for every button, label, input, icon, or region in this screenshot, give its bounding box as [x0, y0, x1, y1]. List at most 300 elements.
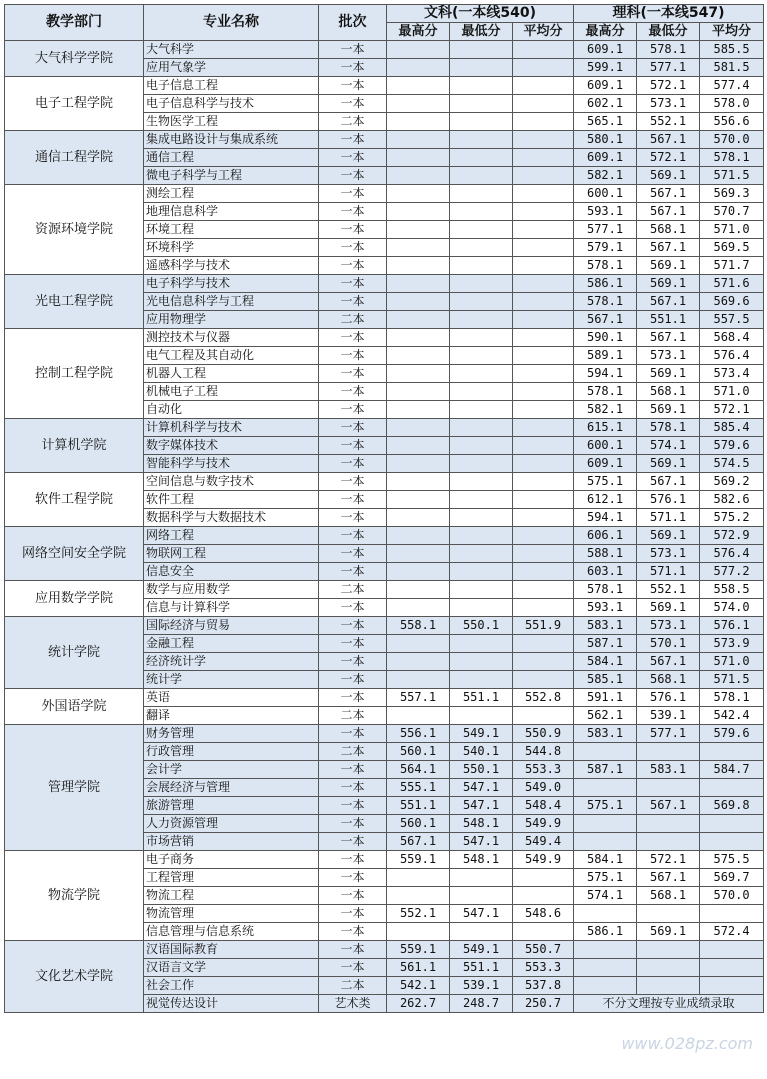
arts-avg-cell: 549.9	[513, 851, 574, 869]
sci-min-cell: 551.1	[637, 311, 700, 329]
sci-avg-cell: 579.6	[700, 437, 764, 455]
major-name-cell: 机械电子工程	[144, 383, 319, 401]
sci-avg-cell: 570.0	[700, 131, 764, 149]
major-name-cell: 环境工程	[144, 221, 319, 239]
arts-min-cell	[450, 77, 513, 95]
sci-avg-cell: 569.2	[700, 473, 764, 491]
major-name-cell: 物流管理	[144, 905, 319, 923]
batch-cell: 一本	[319, 131, 387, 149]
arts-max-cell	[387, 563, 450, 581]
header-arts-max: 最高分	[387, 23, 450, 41]
arts-max-cell	[387, 59, 450, 77]
major-name-cell: 经济统计学	[144, 653, 319, 671]
arts-min-cell	[450, 599, 513, 617]
arts-max-cell	[387, 221, 450, 239]
arts-avg-cell: 548.4	[513, 797, 574, 815]
dept-name-cell: 文化艺术学院	[5, 941, 144, 1013]
dept-name-cell: 通信工程学院	[5, 131, 144, 185]
batch-cell: 一本	[319, 419, 387, 437]
arts-avg-cell: 550.7	[513, 941, 574, 959]
arts-min-cell: 547.1	[450, 833, 513, 851]
arts-max-cell	[387, 419, 450, 437]
sci-avg-cell: 569.7	[700, 869, 764, 887]
batch-cell: 一本	[319, 509, 387, 527]
sci-min-cell: 570.1	[637, 635, 700, 653]
arts-max-cell: 567.1	[387, 833, 450, 851]
arts-avg-cell	[513, 437, 574, 455]
arts-min-cell	[450, 401, 513, 419]
sci-min-cell: 572.1	[637, 851, 700, 869]
batch-cell: 一本	[319, 293, 387, 311]
arts-max-cell	[387, 581, 450, 599]
major-name-cell: 应用物理学	[144, 311, 319, 329]
sci-max-cell: 600.1	[574, 437, 637, 455]
sci-min-cell: 567.1	[637, 293, 700, 311]
sci-min-cell: 567.1	[637, 653, 700, 671]
arts-avg-cell	[513, 707, 574, 725]
major-name-cell: 金融工程	[144, 635, 319, 653]
sci-min-cell: 567.1	[637, 203, 700, 221]
sci-avg-cell: 557.5	[700, 311, 764, 329]
arts-min-cell	[450, 437, 513, 455]
arts-min-cell	[450, 275, 513, 293]
batch-cell: 二本	[319, 581, 387, 599]
major-name-cell: 集成电路设计与集成系统	[144, 131, 319, 149]
arts-avg-cell	[513, 257, 574, 275]
arts-avg-cell	[513, 59, 574, 77]
table-row	[5, 689, 764, 707]
sci-avg-cell: 571.5	[700, 167, 764, 185]
major-name-cell: 会计学	[144, 761, 319, 779]
arts-min-cell	[450, 239, 513, 257]
arts-max-cell	[387, 653, 450, 671]
sci-max-cell: 609.1	[574, 77, 637, 95]
major-name-cell: 人力资源管理	[144, 815, 319, 833]
arts-max-cell	[387, 293, 450, 311]
major-name-cell: 会展经济与管理	[144, 779, 319, 797]
arts-max-cell: 262.7	[387, 995, 450, 1013]
sci-avg-cell: 582.6	[700, 491, 764, 509]
arts-max-cell	[387, 437, 450, 455]
arts-min-cell	[450, 59, 513, 77]
batch-cell: 一本	[319, 959, 387, 977]
arts-min-cell	[450, 581, 513, 599]
arts-min-cell: 550.1	[450, 617, 513, 635]
arts-avg-cell: 250.7	[513, 995, 574, 1013]
batch-cell: 一本	[319, 401, 387, 419]
sci-max-cell	[574, 977, 637, 995]
sci-max-cell: 586.1	[574, 923, 637, 941]
batch-cell: 一本	[319, 77, 387, 95]
arts-max-cell: 552.1	[387, 905, 450, 923]
sci-max-cell: 606.1	[574, 527, 637, 545]
header-arts: 文科(一本线540)	[387, 5, 574, 23]
arts-avg-cell: 551.9	[513, 617, 574, 635]
major-name-cell: 网络工程	[144, 527, 319, 545]
sci-max-cell: 591.1	[574, 689, 637, 707]
sci-min-cell: 568.1	[637, 671, 700, 689]
sci-max-cell: 578.1	[574, 293, 637, 311]
header-dept: 教学部门	[5, 5, 144, 41]
batch-cell: 一本	[319, 437, 387, 455]
batch-cell: 一本	[319, 689, 387, 707]
arts-avg-cell	[513, 491, 574, 509]
major-name-cell: 物流工程	[144, 887, 319, 905]
arts-min-cell	[450, 563, 513, 581]
major-name-cell: 电子商务	[144, 851, 319, 869]
sci-avg-cell: 577.4	[700, 77, 764, 95]
dept-name-cell: 计算机学院	[5, 419, 144, 473]
batch-cell: 一本	[319, 545, 387, 563]
dept-name-cell: 网络空间安全学院	[5, 527, 144, 581]
dept-name-cell: 管理学院	[5, 725, 144, 851]
sci-min-cell: 567.1	[637, 473, 700, 491]
major-name-cell: 工程管理	[144, 869, 319, 887]
arts-max-cell: 542.1	[387, 977, 450, 995]
sci-avg-cell: 578.1	[700, 689, 764, 707]
sci-avg-cell: 576.4	[700, 545, 764, 563]
arts-min-cell	[450, 293, 513, 311]
batch-cell: 一本	[319, 725, 387, 743]
arts-max-cell	[387, 401, 450, 419]
arts-min-cell: 539.1	[450, 977, 513, 995]
sci-avg-cell: 573.9	[700, 635, 764, 653]
sci-avg-cell: 571.6	[700, 275, 764, 293]
batch-cell: 一本	[319, 149, 387, 167]
batch-cell: 一本	[319, 905, 387, 923]
arts-avg-cell	[513, 293, 574, 311]
sci-avg-cell: 578.1	[700, 149, 764, 167]
dept-name-cell: 物流学院	[5, 851, 144, 941]
arts-min-cell	[450, 527, 513, 545]
table-row	[5, 941, 764, 959]
sci-max-cell: 588.1	[574, 545, 637, 563]
arts-max-cell	[387, 365, 450, 383]
arts-max-cell	[387, 383, 450, 401]
arts-avg-cell	[513, 455, 574, 473]
sci-min-cell: 569.1	[637, 923, 700, 941]
sci-max-cell	[574, 833, 637, 851]
major-name-cell: 行政管理	[144, 743, 319, 761]
arts-max-cell: 551.1	[387, 797, 450, 815]
major-name-cell: 空间信息与数字技术	[144, 473, 319, 491]
sci-max-cell: 582.1	[574, 401, 637, 419]
sci-min-cell: 571.1	[637, 563, 700, 581]
major-name-cell: 遥感科学与技术	[144, 257, 319, 275]
sci-avg-cell	[700, 743, 764, 761]
sci-max-cell	[574, 779, 637, 797]
sci-min-cell: 569.1	[637, 275, 700, 293]
sci-min-cell: 572.1	[637, 77, 700, 95]
sci-avg-cell: 569.6	[700, 293, 764, 311]
arts-avg-cell	[513, 95, 574, 113]
arts-min-cell	[450, 545, 513, 563]
batch-cell: 一本	[319, 851, 387, 869]
batch-cell: 二本	[319, 113, 387, 131]
arts-max-cell	[387, 185, 450, 203]
arts-max-cell	[387, 707, 450, 725]
arts-avg-cell	[513, 41, 574, 59]
header-sci-avg: 平均分	[700, 23, 764, 41]
arts-min-cell	[450, 257, 513, 275]
arts-min-cell: 549.1	[450, 725, 513, 743]
arts-min-cell: 540.1	[450, 743, 513, 761]
arts-min-cell	[450, 635, 513, 653]
arts-min-cell	[450, 131, 513, 149]
batch-cell: 一本	[319, 491, 387, 509]
dept-name-cell: 资源环境学院	[5, 185, 144, 275]
sci-max-cell: 609.1	[574, 455, 637, 473]
major-name-cell: 地理信息科学	[144, 203, 319, 221]
arts-min-cell	[450, 347, 513, 365]
sci-avg-cell: 558.5	[700, 581, 764, 599]
batch-cell: 一本	[319, 653, 387, 671]
sci-max-cell: 583.1	[574, 725, 637, 743]
arts-max-cell: 560.1	[387, 743, 450, 761]
sci-min-cell	[637, 959, 700, 977]
sci-max-cell: 583.1	[574, 617, 637, 635]
arts-max-cell	[387, 77, 450, 95]
sci-max-cell: 580.1	[574, 131, 637, 149]
arts-avg-cell	[513, 887, 574, 905]
sci-max-cell: 577.1	[574, 221, 637, 239]
sci-avg-cell: 571.0	[700, 653, 764, 671]
batch-cell: 二本	[319, 311, 387, 329]
sci-min-cell: 569.1	[637, 167, 700, 185]
arts-max-cell	[387, 869, 450, 887]
batch-cell: 一本	[319, 41, 387, 59]
major-name-cell: 统计学	[144, 671, 319, 689]
sci-avg-cell: 568.4	[700, 329, 764, 347]
arts-avg-cell: 549.0	[513, 779, 574, 797]
major-name-cell: 环境科学	[144, 239, 319, 257]
batch-cell: 一本	[319, 185, 387, 203]
sci-min-cell: 569.1	[637, 401, 700, 419]
arts-avg-cell: 550.9	[513, 725, 574, 743]
arts-max-cell	[387, 113, 450, 131]
sci-min-cell: 567.1	[637, 185, 700, 203]
table-row	[5, 473, 764, 491]
arts-min-cell	[450, 167, 513, 185]
sci-min-cell: 569.1	[637, 599, 700, 617]
major-name-cell: 社会工作	[144, 977, 319, 995]
sci-avg-cell	[700, 959, 764, 977]
arts-avg-cell	[513, 167, 574, 185]
table-row	[5, 185, 764, 203]
arts-max-cell	[387, 635, 450, 653]
sci-min-cell: 578.1	[637, 419, 700, 437]
batch-cell: 一本	[319, 203, 387, 221]
batch-cell: 一本	[319, 275, 387, 293]
dept-name-cell: 光电工程学院	[5, 275, 144, 329]
sci-min-cell: 573.1	[637, 347, 700, 365]
batch-cell: 一本	[319, 923, 387, 941]
sci-avg-cell	[700, 977, 764, 995]
arts-avg-cell: 537.8	[513, 977, 574, 995]
batch-cell: 一本	[319, 563, 387, 581]
header-arts-min: 最低分	[450, 23, 513, 41]
batch-cell: 一本	[319, 239, 387, 257]
sci-min-cell	[637, 743, 700, 761]
major-name-cell: 计算机科学与技术	[144, 419, 319, 437]
sci-max-cell: 609.1	[574, 149, 637, 167]
arts-max-cell	[387, 203, 450, 221]
sci-avg-cell: 574.0	[700, 599, 764, 617]
arts-avg-cell	[513, 185, 574, 203]
arts-min-cell: 548.1	[450, 815, 513, 833]
major-name-cell: 财务管理	[144, 725, 319, 743]
sci-max-cell: 584.1	[574, 851, 637, 869]
sci-min-cell: 567.1	[637, 869, 700, 887]
batch-cell: 一本	[319, 887, 387, 905]
sci-min-cell: 573.1	[637, 617, 700, 635]
table-row	[5, 419, 764, 437]
sci-max-cell: 586.1	[574, 275, 637, 293]
arts-min-cell: 547.1	[450, 797, 513, 815]
major-name-cell: 视觉传达设计	[144, 995, 319, 1013]
sci-min-cell: 573.1	[637, 545, 700, 563]
major-name-cell: 信息安全	[144, 563, 319, 581]
arts-avg-cell: 553.3	[513, 959, 574, 977]
header-sci-min: 最低分	[637, 23, 700, 41]
sci-min-cell: 572.1	[637, 149, 700, 167]
arts-max-cell	[387, 131, 450, 149]
sci-max-cell: 579.1	[574, 239, 637, 257]
arts-avg-cell: 549.9	[513, 815, 574, 833]
sci-max-cell: 567.1	[574, 311, 637, 329]
major-name-cell: 大气科学	[144, 41, 319, 59]
sci-avg-cell: 576.4	[700, 347, 764, 365]
major-name-cell: 微电子科学与工程	[144, 167, 319, 185]
header-batch: 批次	[319, 5, 387, 41]
arts-min-cell	[450, 221, 513, 239]
arts-max-cell	[387, 509, 450, 527]
batch-cell: 一本	[319, 257, 387, 275]
sci-min-cell: 577.1	[637, 725, 700, 743]
sci-avg-cell: 569.8	[700, 797, 764, 815]
arts-min-cell	[450, 473, 513, 491]
sci-max-cell: 593.1	[574, 203, 637, 221]
batch-cell: 一本	[319, 59, 387, 77]
arts-max-cell	[387, 545, 450, 563]
sci-avg-cell: 577.2	[700, 563, 764, 581]
batch-cell: 一本	[319, 797, 387, 815]
sci-min-cell	[637, 941, 700, 959]
arts-min-cell	[450, 671, 513, 689]
major-name-cell: 数据科学与大数据技术	[144, 509, 319, 527]
major-name-cell: 光电信息科学与工程	[144, 293, 319, 311]
sci-max-cell: 575.1	[574, 473, 637, 491]
major-name-cell: 软件工程	[144, 491, 319, 509]
arts-avg-cell: 549.4	[513, 833, 574, 851]
arts-avg-cell	[513, 599, 574, 617]
sci-avg-cell: 570.0	[700, 887, 764, 905]
major-name-cell: 英语	[144, 689, 319, 707]
arts-min-cell	[450, 455, 513, 473]
major-name-cell: 电子信息工程	[144, 77, 319, 95]
dept-name-cell: 大气科学学院	[5, 41, 144, 77]
sci-max-cell	[574, 815, 637, 833]
major-name-cell: 国际经济与贸易	[144, 617, 319, 635]
arts-max-cell	[387, 275, 450, 293]
sci-max-cell	[574, 743, 637, 761]
major-name-cell: 市场营销	[144, 833, 319, 851]
batch-cell: 一本	[319, 95, 387, 113]
sci-avg-cell: 542.4	[700, 707, 764, 725]
sci-max-cell: 574.1	[574, 887, 637, 905]
sci-min-cell: 573.1	[637, 95, 700, 113]
sci-avg-cell	[700, 905, 764, 923]
sci-min-cell: 568.1	[637, 221, 700, 239]
sci-avg-cell: 578.0	[700, 95, 764, 113]
sci-max-cell	[574, 905, 637, 923]
sci-avg-cell: 581.5	[700, 59, 764, 77]
sci-max-cell: 584.1	[574, 653, 637, 671]
batch-cell: 一本	[319, 347, 387, 365]
arts-avg-cell	[513, 419, 574, 437]
arts-min-cell: 547.1	[450, 905, 513, 923]
sci-max-cell: 593.1	[574, 599, 637, 617]
table-row	[5, 77, 764, 95]
arts-avg-cell	[513, 527, 574, 545]
major-name-cell: 电子科学与技术	[144, 275, 319, 293]
major-name-cell: 应用气象学	[144, 59, 319, 77]
sci-max-cell: 575.1	[574, 869, 637, 887]
arts-avg-cell	[513, 365, 574, 383]
header-sci: 理科(一本线547)	[574, 5, 764, 23]
arts-max-cell	[387, 41, 450, 59]
batch-cell: 一本	[319, 455, 387, 473]
major-name-cell: 信息管理与信息系统	[144, 923, 319, 941]
watermark: www.028pz.com	[621, 1034, 753, 1053]
sci-min-cell	[637, 977, 700, 995]
sci-max-cell: 575.1	[574, 797, 637, 815]
sci-min-cell: 569.1	[637, 257, 700, 275]
arts-avg-cell	[513, 401, 574, 419]
table-row	[5, 581, 764, 599]
sci-avg-cell: 569.3	[700, 185, 764, 203]
arts-max-cell: 559.1	[387, 851, 450, 869]
arts-avg-cell: 553.3	[513, 761, 574, 779]
arts-min-cell	[450, 419, 513, 437]
arts-avg-cell	[513, 509, 574, 527]
batch-cell: 一本	[319, 833, 387, 851]
sci-min-cell: 567.1	[637, 239, 700, 257]
sci-max-cell: 599.1	[574, 59, 637, 77]
table-row	[5, 725, 764, 743]
arts-max-cell	[387, 167, 450, 185]
arts-avg-cell: 544.8	[513, 743, 574, 761]
major-name-cell: 通信工程	[144, 149, 319, 167]
header-sci-max: 最高分	[574, 23, 637, 41]
arts-avg-cell	[513, 149, 574, 167]
table-row	[5, 851, 764, 869]
sci-avg-cell: 574.5	[700, 455, 764, 473]
sci-avg-cell: 571.0	[700, 221, 764, 239]
arts-min-cell	[450, 707, 513, 725]
sci-min-cell	[637, 833, 700, 851]
major-name-cell: 测控技术与仪器	[144, 329, 319, 347]
batch-cell: 一本	[319, 167, 387, 185]
sci-max-cell: 615.1	[574, 419, 637, 437]
batch-cell: 一本	[319, 779, 387, 797]
sci-max-cell: 612.1	[574, 491, 637, 509]
arts-avg-cell	[513, 347, 574, 365]
arts-max-cell	[387, 671, 450, 689]
arts-max-cell: 564.1	[387, 761, 450, 779]
arts-max-cell	[387, 527, 450, 545]
table-row	[5, 131, 764, 149]
